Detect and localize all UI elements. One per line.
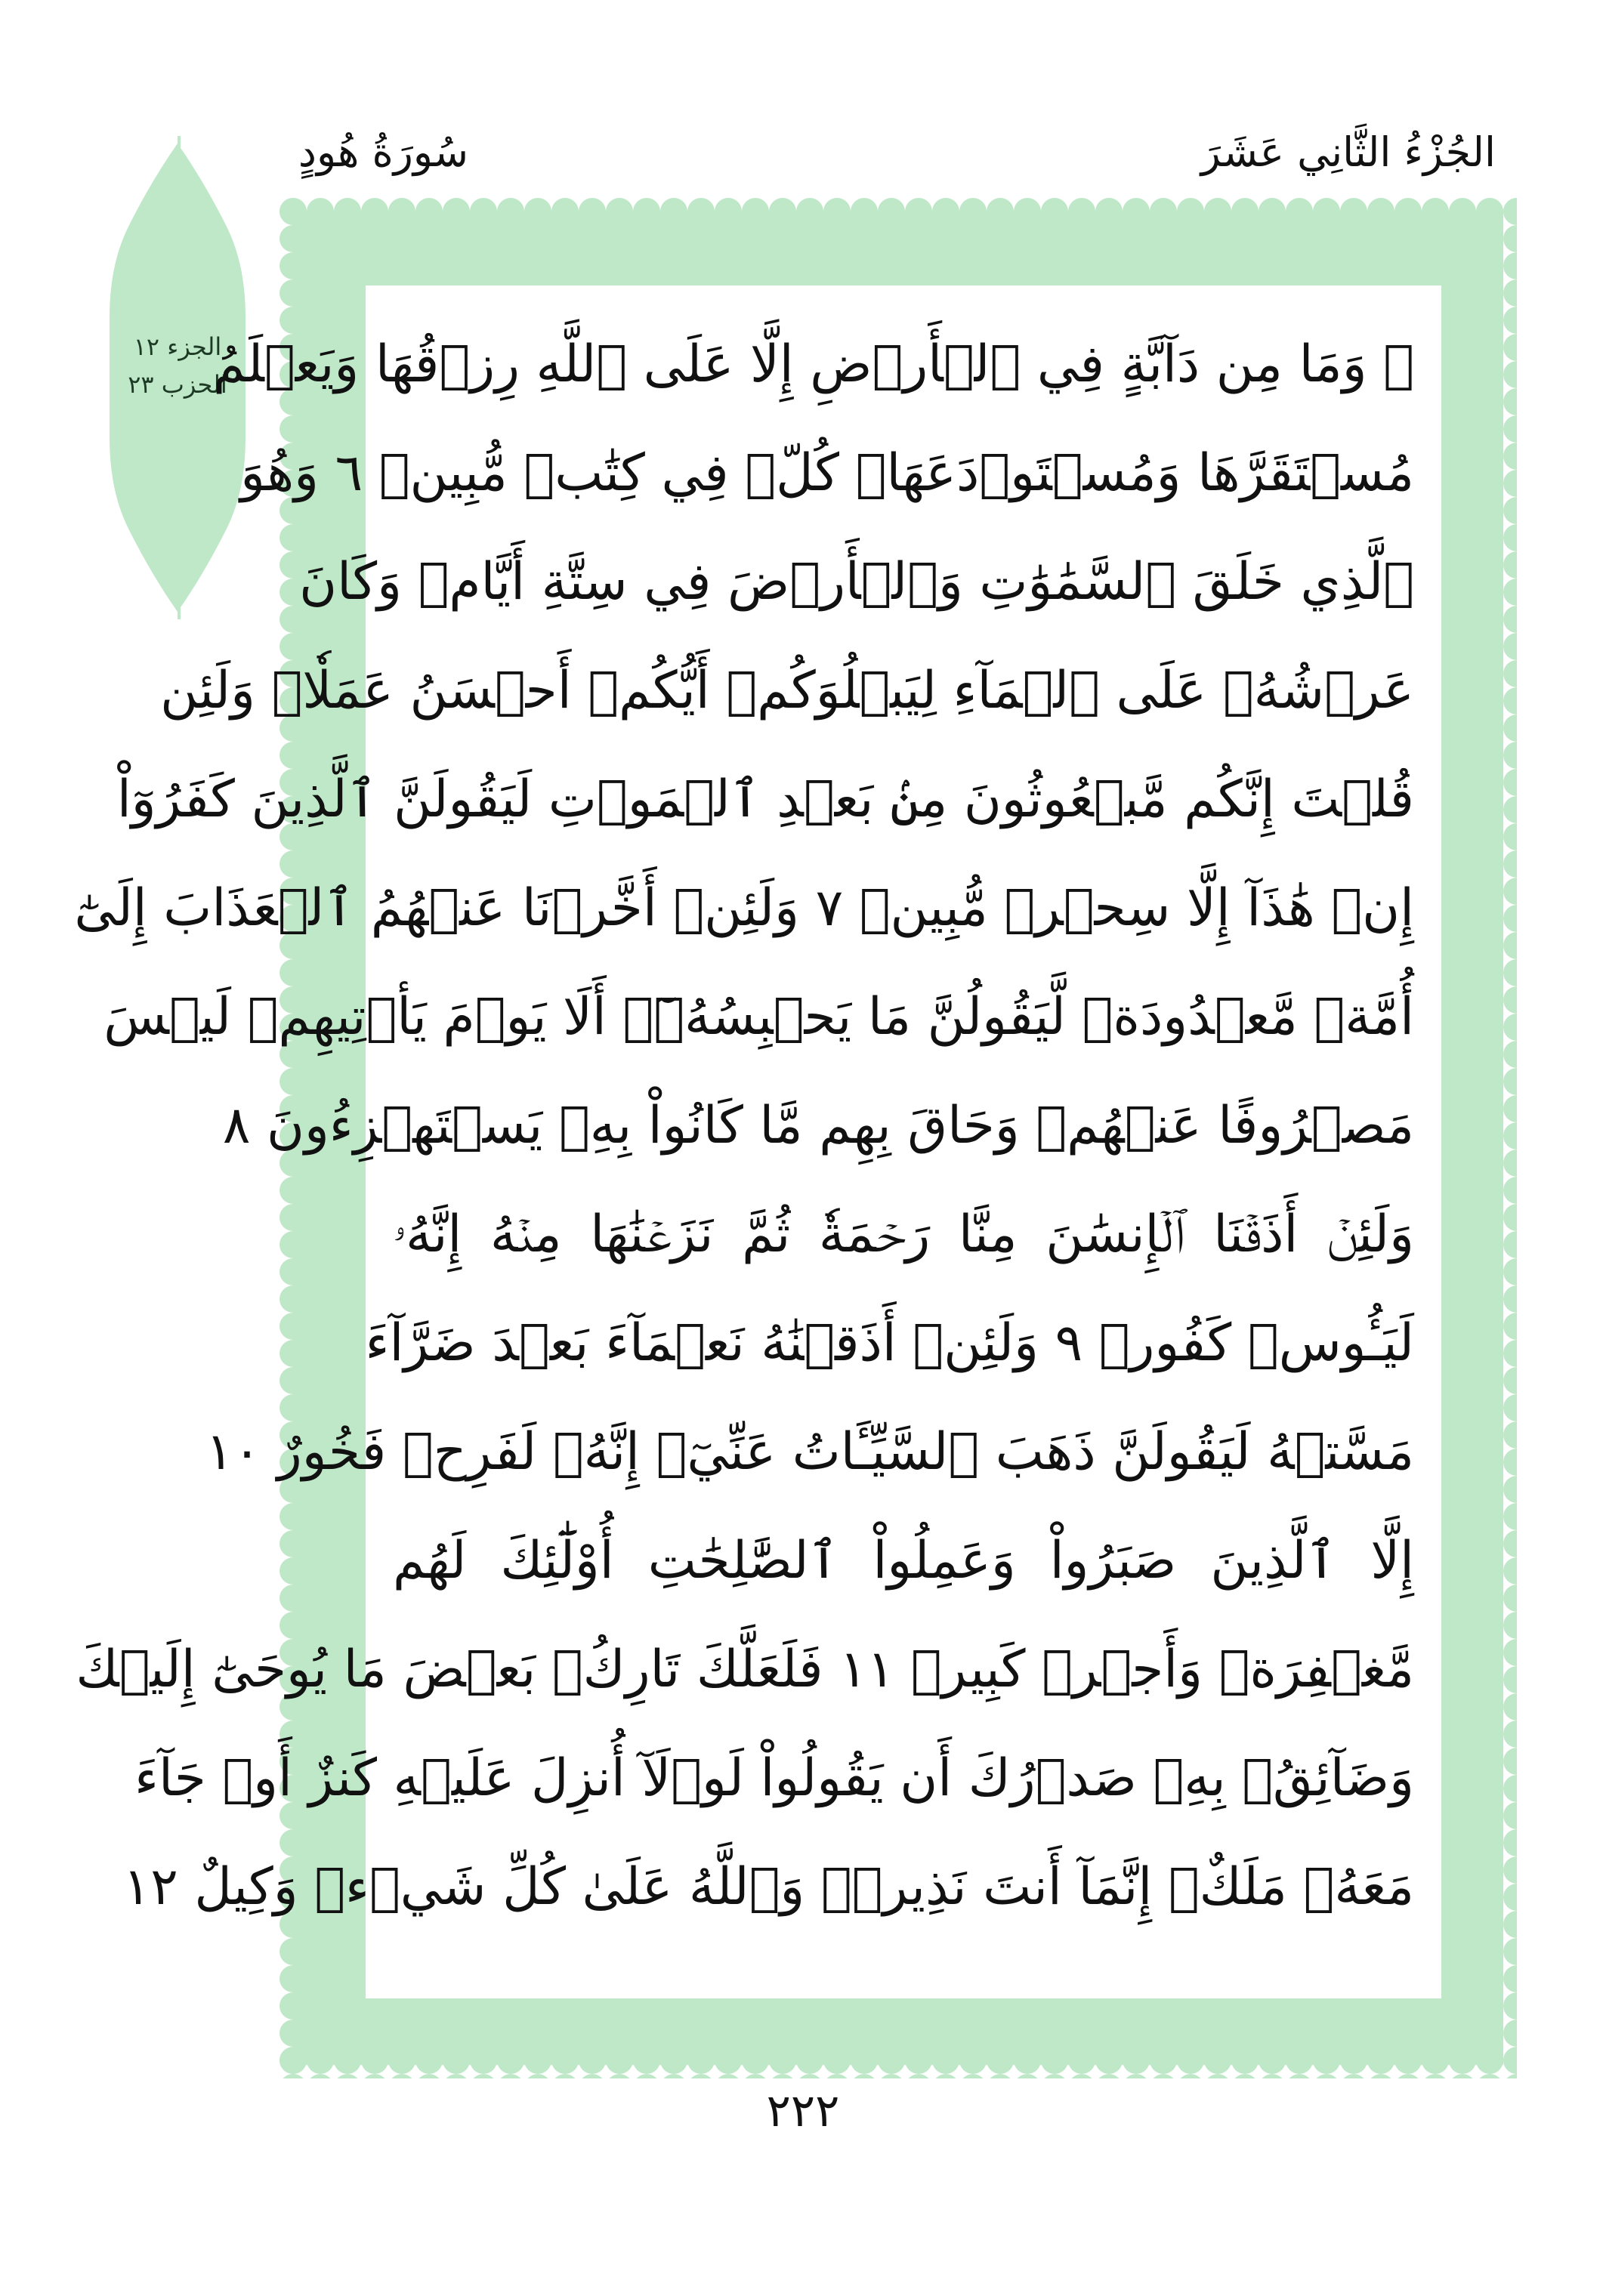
verse-line: ٱلَّذِي خَلَقَ ٱلسَّمَٰوَٰتِ وَٱلۡأَرۡضَ فِي سِتَّةِ أَيَّامٖ وَكَانَ (299, 552, 1414, 612)
verse-line: مُسۡتَقَرَّهَا وَمُسۡتَوۡدَعَهَاۚ كُلّٞ فِي كِتَٰبٖ مُّبِينٖ ٦ وَهُوَ (240, 443, 1414, 503)
verse-line: وَلَئِنۡ أَذَقۡنَا ٱلۡإِنسَٰنَ مِنَّا رَحۡمَةٗ ثُمَّ نَزَعۡنَٰهَا مِنۡهُ إِنَّهُۥ (393, 1205, 1414, 1264)
hizb-marker: الحزب ٢٣ (128, 370, 227, 399)
page-number: ٢٢٢ (766, 2085, 840, 2137)
verse-line: إِنۡ هَٰذَآ إِلَّا سِحۡرٞ مُّبِينٞ ٧ وَلَئِنۡ أَخَّرۡنَا عَنۡهُمُ ٱلۡعَذَابَ إِلَىٰٓ (74, 878, 1414, 938)
verse-line: مَسَّتۡهُ لَيَقُولَنَّ ذَهَبَ ٱلسَّيِّـَٔاتُ عَنِّيٓۚ إِنَّهُۥ لَفَرِحٞ فَخُورٌ ١٠ (205, 1422, 1414, 1482)
verse-line: مَعَهُۥ مَلَكٌۚ إِنَّمَآ أَنتَ نَذِيرٞۚ وَٱللَّهُ عَلَىٰ كُلِّ شَيۡءٖ وَكِيلٌ ١٢ (122, 1857, 1414, 1917)
verse-line: وَضَآئِقُۢ بِهِۦ صَدۡرُكَ أَن يَقُولُواْ لَوۡلَآ أُنزِلَ عَلَيۡهِ كَنزٌ أَوۡ جَآءَ (134, 1748, 1414, 1808)
medallion-bottom-line (178, 574, 181, 619)
verse-line: مَّغۡفِرَةٞ وَأَجۡرٞ كَبِيرٞ ١١ فَلَعَلَّكَ تَارِكُۢ بَعۡضَ مَا يُوحَىٰٓ إِلَيۡكَ (76, 1640, 1414, 1699)
verse-line: ۞ وَمَا مِن دَآبَّةٍ فِي ٱلۡأَرۡضِ إِلَّا عَلَى ٱللَّهِ رِزۡقُهَا وَيَعۡلَمُ (213, 335, 1414, 394)
verse-line: قُلۡتَ إِنَّكُم مَّبۡعُوثُونَ مِنۢ بَعۡدِ ٱلۡمَوۡتِ لَيَقُولَنَّ ٱلَّذِينَ كَفَرُوٓاْ (116, 770, 1414, 829)
verse-line: مَصۡرُوفًا عَنۡهُمۡ وَحَاقَ بِهِم مَّا كَانُواْ بِهِۦ يَسۡتَهۡزِءُونَ ٨ (222, 1096, 1414, 1156)
verse-line: أُمَّةٖ مَّعۡدُودَةٖ لَّيَقُولُنَّ مَا يَحۡبِسُهُۥٓۗ أَلَا يَوۡمَ يَأۡتِيهِمۡ لَيۡسَ (103, 987, 1414, 1047)
verse-line: لَيَـُٔوسٞ كَفُورٞ ٩ وَلَئِنۡ أَذَقۡنَٰهُ نَعۡمَآءَ بَعۡدَ ضَرَّآءَ (365, 1313, 1414, 1373)
surah-title: سُورَةُ هُودٍ (298, 128, 468, 176)
juz-title: الجُزْءُ الثَّانِي عَشَرَ (1200, 128, 1496, 176)
juz-marker: الجزء ١٢ (133, 332, 222, 361)
verse-line: إِلَّا ٱلَّذِينَ صَبَرُواْ وَعَمِلُواْ ٱلصَّٰلِحَٰتِ أُوْلَٰٓئِكَ لَهُم (393, 1531, 1414, 1591)
verse-line: عَرۡشُهُۥ عَلَى ٱلۡمَآءِ لِيَبۡلُوَكُمۡ أَيُّكُمۡ أَحۡسَنُ عَمَلٗاۗ وَلَئِن (160, 661, 1414, 721)
